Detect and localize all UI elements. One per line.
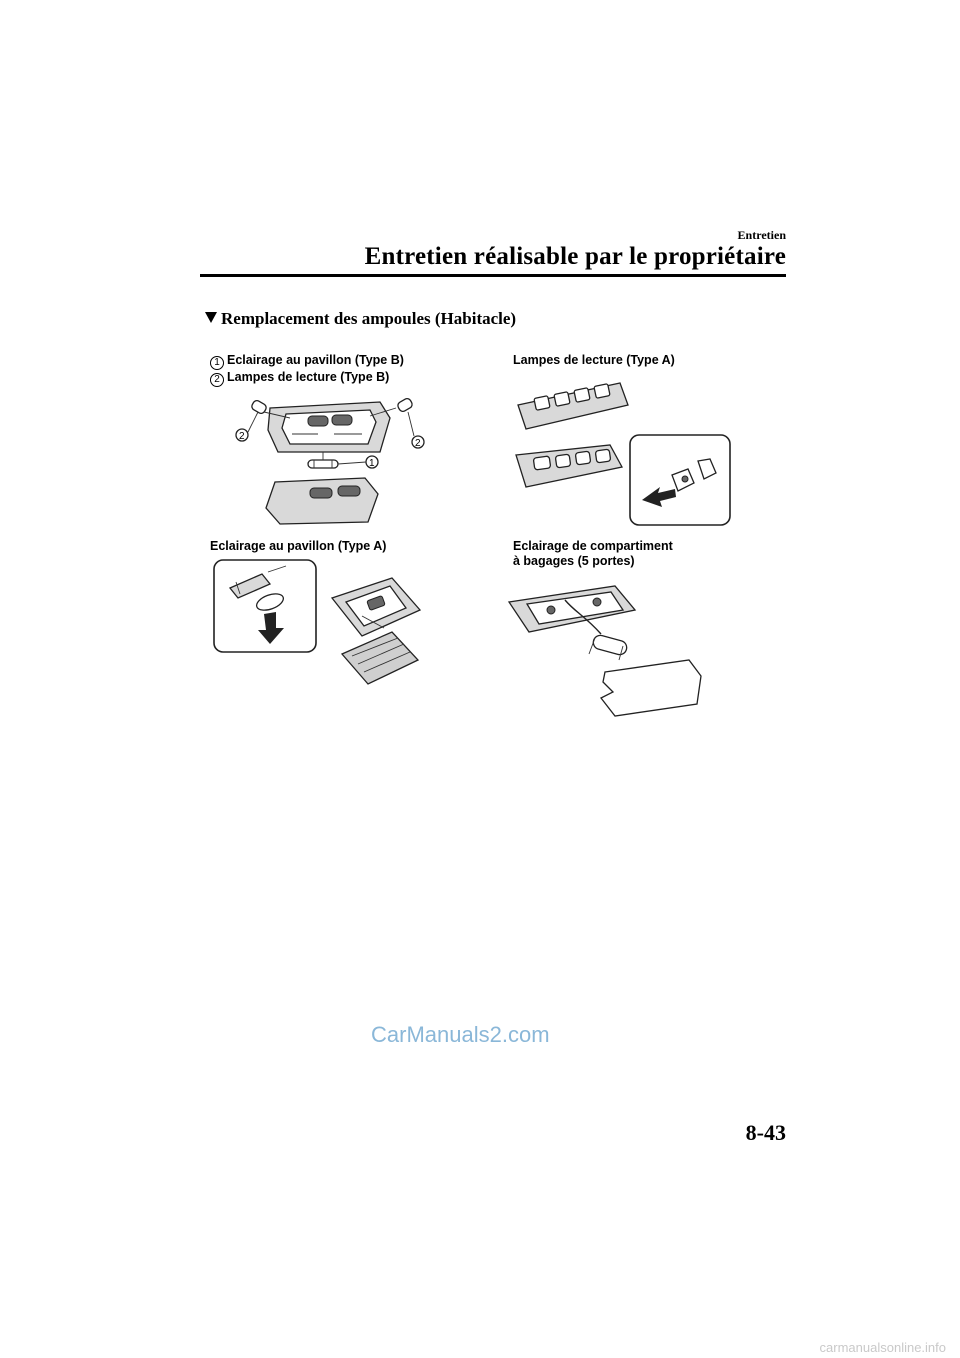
caption-reading-type-a: Lampes de lecture (Type A) (513, 353, 675, 367)
caption-luggage-line1: Eclairage de compartiment (513, 539, 673, 553)
caption-dome-type-a: Eclairage au pavillon (Type A) (210, 539, 387, 553)
header-rule (200, 274, 786, 277)
watermark-site: carmanualsonline.info (819, 1340, 946, 1355)
section-heading-text: Remplacement des ampoules (Habitacle) (221, 309, 517, 328)
chapter-title: Entretien réalisable par le propriétaire (364, 243, 786, 270)
caption-luggage-line2: à bagages (5 portes) (513, 554, 635, 568)
section-label: Entretien (737, 228, 786, 242)
page-number: 8-43 (745, 1120, 786, 1145)
svg-text:1: 1 (369, 458, 375, 469)
section-heading (205, 309, 516, 329)
callout-1-icon: 1 (210, 356, 224, 370)
caption-2-text: Lampes de lecture (Type B) (227, 370, 390, 384)
svg-text:2: 2 (415, 438, 421, 449)
dome-light-type-a-illustration (212, 558, 432, 698)
reading-lamp-type-a-illustration (510, 375, 735, 530)
callout-2-icon: 2 (210, 373, 224, 387)
luggage-lamp-illustration (505, 576, 705, 721)
svg-text:2: 2 (239, 431, 245, 442)
dome-light-type-b-illustration (230, 390, 440, 535)
caption-dome-type-b (210, 353, 404, 387)
caption-1-text: Eclairage au pavillon (Type B) (227, 353, 404, 367)
caption-luggage (513, 539, 673, 569)
triangle-bullet-icon (205, 312, 217, 323)
watermark: CarManuals2.com (371, 1022, 550, 1047)
